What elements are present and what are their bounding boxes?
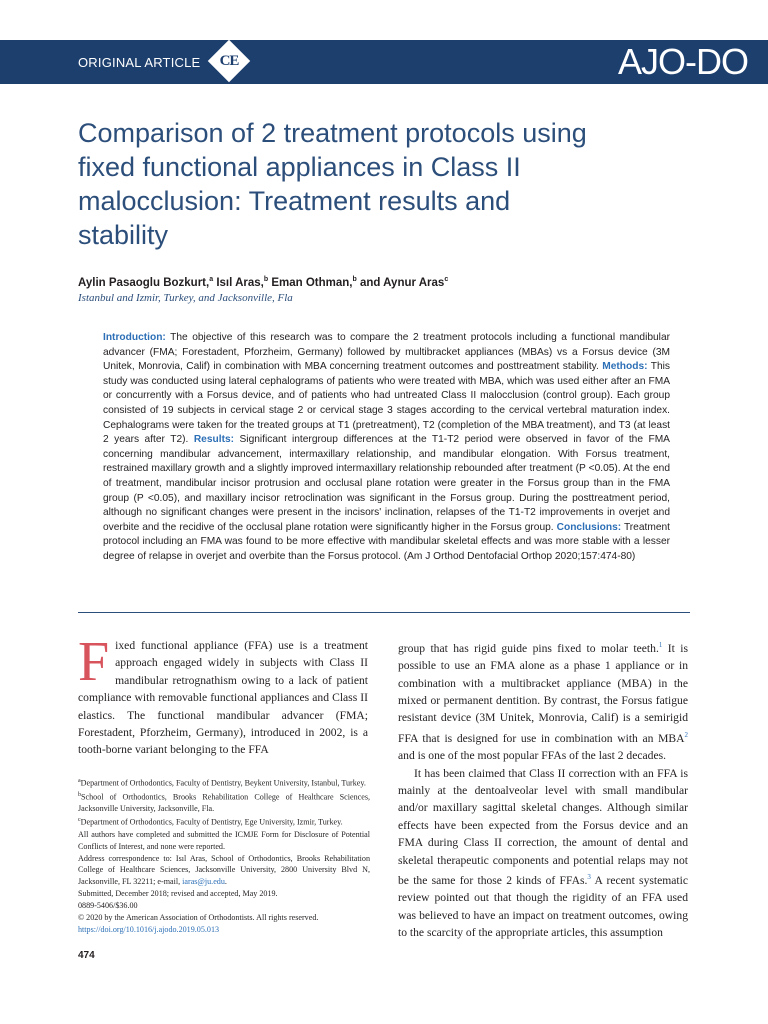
- abstract-intro-text: The objective of this research was to compare the 2 treatment protocols including a functional mandibular advancer (FMA; Forestadent, Pforzheim, Germany) followed by multibracket appliances (MBAs) vs a Forsus device (3M Unitek, Monrovia, Calif) in combination with MBA concerning treatment outcomes and posttreatment stability.: [103, 332, 670, 373]
- author-affiliation-mark: a: [209, 276, 214, 283]
- footnote-mark: a: [78, 778, 81, 784]
- footnote-text: .: [224, 877, 227, 887]
- footnote-affiliation-c: [78, 815, 370, 829]
- abstract: [103, 331, 670, 565]
- reference-link[interactable]: 3: [587, 873, 591, 881]
- abstract-divider: [78, 612, 690, 613]
- abstract-conclusions-heading: Conclusions:: [556, 521, 622, 533]
- footnote-copyright: © 2020 by the American Association of Orthodontists. All rights reserved.: [78, 913, 319, 923]
- section-label: ORIGINAL ARTICLE: [78, 55, 201, 70]
- author-affiliation-mark: b: [352, 276, 357, 283]
- author-list: [78, 276, 448, 289]
- article-title: Comparison of 2 treatment protocols using fixed functional appliances in Class II malocclusion: Treatment results and stability: [78, 118, 587, 250]
- body-text: A recent systematic review pointed out that though the rigidity of an FFA used was believed to have an impact on treatment outcomes, owing to the scarcity of the appropriate articles, this assumption: [398, 873, 688, 940]
- body-text: It has been claimed that Class II correction with an FFA is mainly at the dentoalveolar level with small mandibular and/or maxillary sagittal skeletal changes. Although similar effects have been expected from the Forsus device and an FMA during Class II correction, the amount of dental and skeletal therapeutic components and potential relaps may not be the same for those 2 kinds of FFAs.: [398, 766, 688, 887]
- author-affiliation-mark: b: [263, 276, 269, 283]
- footnote-text: Address correspondence to: Isıl Aras, School of Orthodontics, Brooks Rehabilitation College of Healthcare Sciences, Jacksonville University, 2800 University Blvd N, Jacksonville, FL 32211; e-mail,: [78, 853, 370, 887]
- doi-link[interactable]: https://doi.org/10.1016/j.ajodo.2019.05.013: [78, 924, 220, 934]
- abstract-results-text: Significant intergroup differences at the T1-T2 period were observed in favor of the FMA concerning mandibular advancement, intermaxillary relationship, and mandibular elongation. With Forsus treatment, restrained maxillary growth and a slightly improved intermaxillary relationship rebounded after treatment (P <0.05). At the end of treatment, mandibular incisor protrusion and occlusal plane rotation were greater in the Forsus group than in the FMA group (P <0.05), and maxillary incisor retroclination was significant in the Forsus group. During the posttreatment period, although no significant changes were present in the incisors' inclination, relapses of the T1-T2 improvements in overjet and overbite and the recidive of the occlusal plane rotation were significantly higher in the Forsus group.: [103, 434, 670, 533]
- footnote-correspondence: [78, 853, 370, 889]
- body-paragraph: [398, 637, 688, 765]
- body-text: ixed functional appliance (FFA) use is a treatment approach engaged widely in subjects with Class II mandibular retrognathism owing to a lack of patient compliance with removable functional appliances and Class II elastics. The functional mandibular advancer (FMA; Forestadent, Pforzheim, Germany), introduced in 2002, is a tooth-borne variant belonging to the FFA: [78, 639, 368, 757]
- ce-badge-label: CE: [219, 53, 239, 69]
- footnote-mark: b: [78, 791, 81, 798]
- affiliation-location: Istanbul and Izmir, Turkey, and Jacksonville, Fla: [78, 292, 293, 304]
- footnotes: [78, 776, 370, 936]
- author-name: Eman Othman,: [268, 276, 353, 289]
- body-paragraph: [398, 765, 688, 942]
- abstract-intro-heading: Introduction:: [103, 332, 166, 343]
- footnote-affiliation-b: [78, 790, 370, 816]
- footnote-text: School of Orthodontics, Brooks Rehabilitation College of Healthcare Sciences, Jacksonville University, Jacksonville, Fla.: [78, 792, 370, 814]
- footnote-issn: 0889-5406/$36.00: [78, 901, 138, 911]
- header-banner: [0, 40, 768, 84]
- abstract-methods-heading: Methods:: [602, 361, 648, 373]
- body-column-left: [78, 631, 368, 759]
- email-link[interactable]: iaras@ju.edu: [182, 877, 225, 887]
- footnote-text: Department of Orthodontics, Faculty of Dentistry, Beykent University, Istanbul, Turkey.: [80, 778, 366, 788]
- body-text: and is one of the most popular FFAs of the last 2 decades.: [398, 749, 667, 763]
- body-text: It is possible to use an FMA alone as a phase 1 appliance or in combination with a multibracket appliance (MBA) in the mixed or permanent dentition. By contrast, the Forsus fatigue resistant device (3M Unitek, Monrovia, Calif) is a semirigid FFA that is designed for use in combination with an MBA: [398, 641, 688, 745]
- footnote-text: Department of Orthodontics, Faculty of Dentistry, Ege University, Izmir, Turkey.: [80, 817, 343, 827]
- abstract-methods-text: This study was conducted using lateral cephalograms of patients who were treated with MBA, which was used either after an FMA or concurrently with a Forsus device, and of patients who had untreated Class II malocclusion (control group). Each group consisted of 19 subjects in cervical stage 2 or cervical stage 3 stages according to the cervical vertebral maturation index. Cephalograms were taken for the treated groups at T1 (pretreatment), T2 (completion of the MBA treatment), and T3 (at least 2 years after T2).: [103, 361, 670, 446]
- author-name: Aylin Pasaoglu Bozkurt,: [78, 276, 210, 289]
- body-column-right: [398, 637, 688, 941]
- footnote-mark: c: [78, 817, 81, 824]
- footnote-disclosure: All authors have completed and submitted the ICMJE Form for Disclosure of Potential Conflicts of Interest, and none were reported.: [78, 829, 370, 851]
- footnote-affiliation-a: [78, 776, 370, 790]
- abstract-results-heading: Results:: [193, 434, 235, 446]
- reference-link[interactable]: 2: [684, 730, 688, 739]
- drop-cap: F: [78, 631, 110, 693]
- body-text: group that has rigid guide pins fixed to molar teeth.: [398, 641, 659, 655]
- page-number: 474: [78, 950, 95, 961]
- body-paragraph: [78, 631, 368, 759]
- footnote-dates: Submitted, December 2018; revised and accepted, May 2019.: [78, 889, 278, 899]
- author-affiliation-mark: c: [444, 276, 449, 283]
- author-name: and Aynur Aras: [356, 276, 445, 289]
- author-name: Isıl Aras,: [213, 276, 264, 289]
- reference-link[interactable]: 1: [658, 641, 663, 649]
- journal-logo: AJO-DO: [617, 41, 748, 82]
- abstract-conclusions-text: Treatment protocol including an FMA was found to be more effective with mandibular skeletal effects and was more stable with a lesser degree of relapse in overjet and overbite than the Forsus protocol. (Am J Orthod Dentofacial Orthop 2020;157:474-80): [103, 521, 670, 562]
